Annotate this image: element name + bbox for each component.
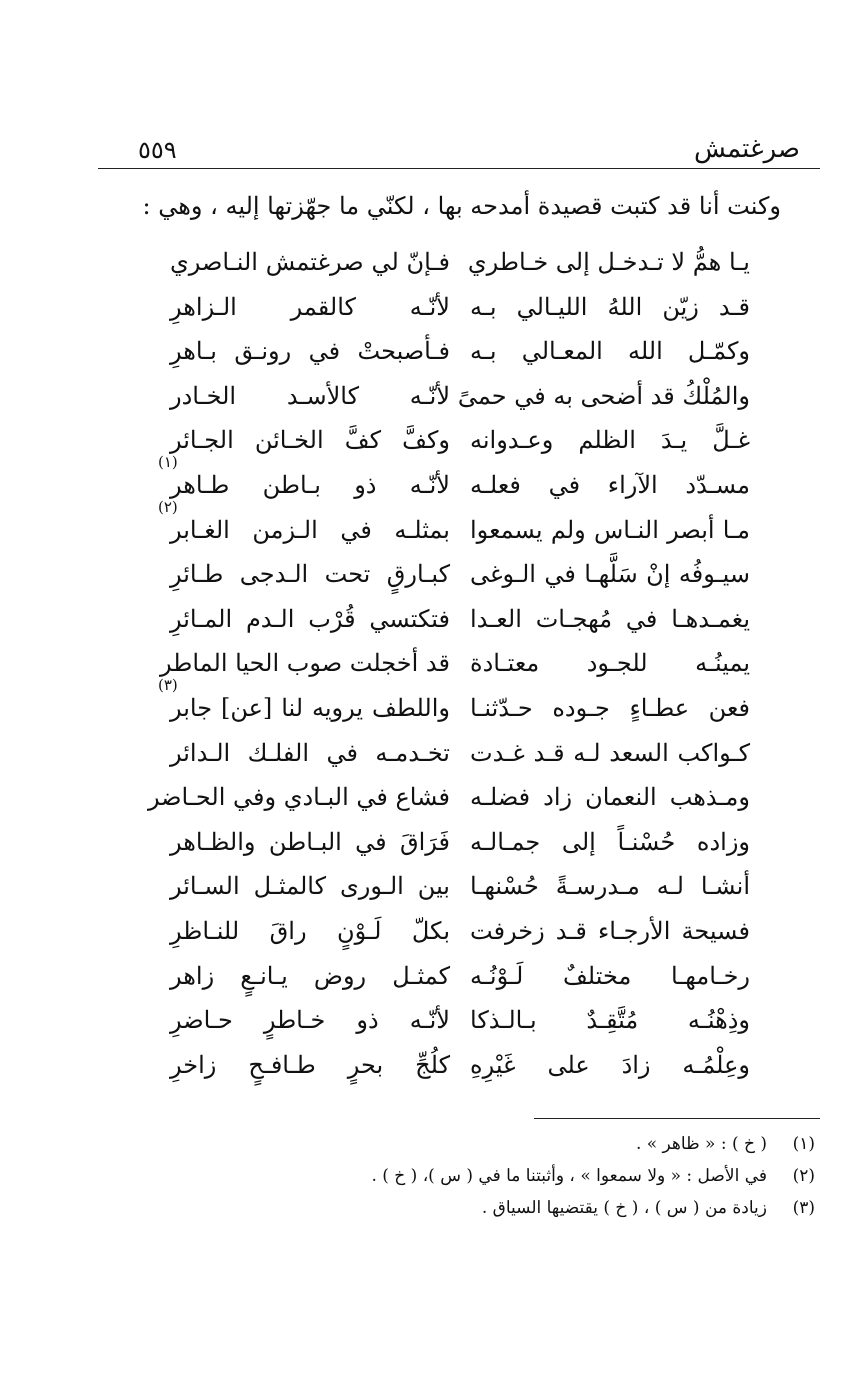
verse-line [160, 599, 770, 644]
verse-second-hemistich: تخـدمـه في الفلـك الـدائر [170, 738, 450, 767]
verse-line [160, 554, 770, 599]
verse-second-hemistich: وكفَّ كفَّ الخـائن الجـائر [170, 426, 450, 455]
verse-first-hemistich: وعِلْمُـه زادَ على غَيْرِهِ [470, 1050, 750, 1079]
verse-line [158, 675, 770, 733]
verse-line [160, 866, 770, 911]
footnotes [75, 1132, 815, 1228]
verse-line [160, 376, 770, 421]
footnote [75, 1164, 815, 1196]
verse-first-hemistich: والمُلْكُ قد أضحى به في حمىً [457, 381, 750, 410]
verse-second-hemistich: لأنّـه ذو بـاطن طـاهر [170, 470, 450, 499]
verse-line [160, 956, 770, 1001]
poem [147, 242, 770, 1089]
verse-first-hemistich: ومـذهب النعمان زاد فضلـه [470, 783, 750, 812]
verse-second-hemistich: لأنّـه كالقمر الـزاهرِ [170, 292, 450, 321]
verse-line [160, 911, 770, 956]
verse-first-hemistich: يمينُـه للجـود معتـادة [470, 649, 750, 678]
verse-line [147, 777, 770, 822]
verse-line [160, 242, 770, 287]
verse-first-hemistich: سيـوفُه إنْ سَلَّهـا في الـوغى [470, 560, 750, 589]
verse-first-hemistich: رخـامهـا مختلفٌ لَـوْنُـه [470, 961, 750, 990]
footnote-number: (٣) [792, 1198, 815, 1218]
verse-first-hemistich: وكمّـل الله المعـالي بـه [470, 337, 750, 366]
footnote-text: زيادة من ( س ) ، ( خ ) يقتضيها السياق . [481, 1198, 767, 1218]
verse-first-hemistich: وذِهْنُـه مُتَّقِـدٌ بـالـذكا [470, 1006, 750, 1035]
verse-second-hemistich: بمثلـه في الـزمن الغـابر [170, 515, 450, 544]
verse-second-hemistich: كبـارقٍ تحت الـدجى طـائرِ [170, 560, 450, 589]
verse-second-hemistich: لأنّـه ذو خـاطرٍ حـاضرِ [170, 1006, 450, 1035]
intro-paragraph: وكنت أنا قد كتبت قصيدة أمدحه بها ، لكنّي ما جهّزتها إليه ، وهي : [142, 192, 781, 220]
verse-first-hemistich: فعن عطـاءٍ جـوده حـدّثنـا [470, 693, 750, 722]
verse-second-hemistich: فَرَاقَ في البـاطن والظـاهر [170, 827, 450, 856]
verse-line [160, 733, 770, 778]
footnote-number: (١) [792, 1134, 815, 1154]
verse-line [160, 287, 770, 332]
footnote-divider [534, 1118, 820, 1119]
verse-second-hemistich: فشاع في البـادي وفي الحـاضر [147, 783, 450, 812]
footnote-marker: (١) [158, 452, 178, 471]
verse-first-hemistich: فسيحة الأرجـاء قـد زخرفت [470, 916, 750, 945]
verse-first-hemistich: مـا أبصر النـاس ولم يسمعوا [470, 515, 750, 544]
footnote [75, 1132, 815, 1164]
verse-second-hemistich: قد أخجلت صوب الحيا الماطر [159, 649, 450, 678]
verse-first-hemistich: أنشـا لـه مـدرسـةً حُسْنهـا [470, 872, 750, 901]
verse-second-hemistich: فـأصبحتْ في رونـق بـاهرِ [170, 337, 450, 366]
footnote-text: ( خ ) : « ظاهر » . [635, 1134, 767, 1154]
footnote-number: (٢) [792, 1166, 815, 1186]
verse-first-hemistich: يغمـدهـا في مُهجـات العـدا [470, 604, 750, 633]
footnote [75, 1196, 815, 1228]
verse-line [160, 822, 770, 867]
verse-line [160, 643, 770, 688]
page-header [98, 132, 818, 168]
footnote-text: في الأصل : « ولا سمعوا » ، وأثبتنا ما في ( س )، ( خ ) . [371, 1166, 767, 1186]
verse-second-hemistich: كمثـل روض يـانـعٍ زاهر [170, 961, 450, 990]
verse-second-hemistich: بين الـورى كالمثـل السـائر [170, 872, 450, 901]
verse-first-hemistich: قـد زيّن اللهُ الليـالي بـه [470, 292, 750, 321]
verse-second-hemistich: فـإنّ لي صرغتمش النـاصري [170, 248, 450, 276]
footnote-marker: (٣) [158, 675, 178, 694]
verse-second-hemistich: لأنّـه كالأسـد الخـادر [170, 381, 450, 410]
verse-line [160, 331, 770, 376]
verse-line [160, 420, 770, 465]
verse-first-hemistich: مسـدّد الآراء في فعلـه [470, 470, 750, 499]
verse-second-hemistich: كلُجِّ بحرٍ طـافـحٍ زاخرِ [170, 1050, 450, 1079]
verse-second-hemistich: بكلّ لَـوْنٍ راقَ للنـاظرِ [170, 916, 450, 945]
verse-second-hemistich: فتكتسي قُرْب الـدم المـائرِ [170, 604, 450, 633]
verse-first-hemistich: غـلَّ يـدَ الظلم وعـدوانه [470, 426, 750, 455]
verse-first-hemistich: يـا همُّ لا تـدخـل إلى خـاطري [467, 248, 750, 276]
verse-first-hemistich: كـواكب السعد لـه قـد غـدت [470, 738, 750, 767]
running-title: صرغتمش [693, 134, 800, 164]
verse-line [160, 1000, 770, 1045]
verse-second-hemistich: واللطف يرويه لنا [عن] جابر [170, 693, 450, 722]
footnote-marker: (٢) [158, 497, 178, 516]
verse-line [160, 1045, 770, 1090]
verse-line [158, 497, 770, 555]
header-divider [98, 168, 820, 169]
page-number: ٥٥٩ [138, 136, 177, 164]
verse-line [158, 452, 770, 510]
verse-first-hemistich: وزاده حُسْنـاً إلى جمـالـه [470, 827, 750, 856]
